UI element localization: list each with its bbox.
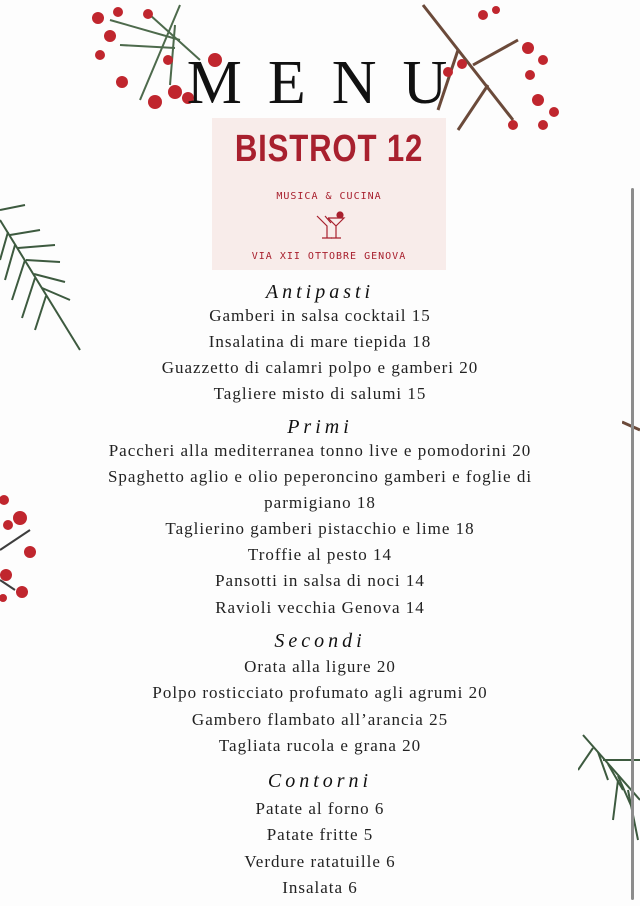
brand-tagline: MUSICA & CUCINA <box>276 191 382 202</box>
menu-item: Insalatina di mare tiepida 18 <box>208 332 432 351</box>
scrollbar[interactable] <box>631 188 634 900</box>
section-title-primi: Primi <box>287 416 353 438</box>
menu-item: Pansotti in salsa di noci 14 <box>215 571 425 590</box>
brand-name: BISTROT 12 <box>234 128 424 170</box>
cocktail-glass-icon <box>314 210 346 242</box>
section-title-antipasti: Antipasti <box>265 281 375 303</box>
menu-item: Guazzetto di calamri polpo e gamberi 20 <box>161 358 479 377</box>
menu-item: Verdure ratatuille 6 <box>244 852 396 871</box>
menu-item: Spaghetto aglio e olio peperoncino gamberi e foglie di <box>107 467 533 486</box>
section-title-contorni: Contorni <box>267 770 373 792</box>
menu-item: Gamberi in salsa cocktail 15 <box>209 306 431 325</box>
menu-item: Paccheri alla mediterranea tonno live e pomodorini 20 <box>108 441 532 460</box>
menu-item: Tagliere misto di salumi 15 <box>213 384 427 403</box>
menu-item: Gambero flambato all’arancia 25 <box>191 710 449 729</box>
menu-item: Troffie al pesto 14 <box>247 545 393 564</box>
menu-item: Tagliata rucola e grana 20 <box>218 736 422 755</box>
menu-item: Orata alla ligure 20 <box>244 657 396 676</box>
bistrot-logo <box>212 118 446 270</box>
brand-address: VIA XII OTTOBRE GENOVA <box>251 251 407 262</box>
menu-item: Patate al forno 6 <box>255 799 385 818</box>
menu-item: Ravioli vecchia Genova 14 <box>215 598 425 617</box>
menu-item: Insalata 6 <box>282 878 358 897</box>
menu-item: Polpo rosticciato profumato agli agrumi 20 <box>152 683 488 702</box>
menu-title: MENU <box>186 49 474 117</box>
section-title-secondi: Secondi <box>274 630 366 652</box>
menu-item: parmigiano 18 <box>264 493 376 512</box>
menu-item: Patate fritte 5 <box>266 825 374 844</box>
menu-item: Taglierino gamberi pistacchio e lime 18 <box>165 519 475 538</box>
